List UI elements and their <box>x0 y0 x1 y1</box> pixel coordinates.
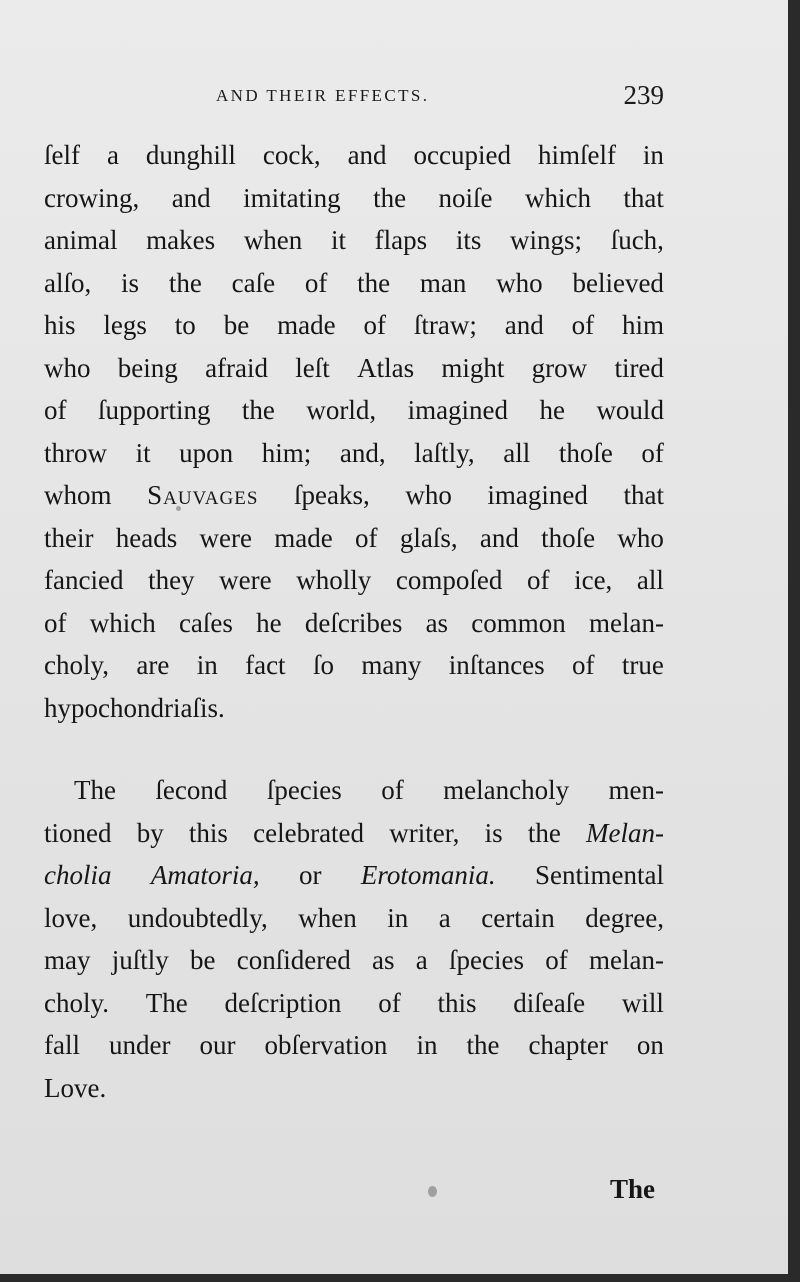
word: he <box>256 607 282 638</box>
text-line <box>44 134 664 177</box>
text-line <box>44 854 664 897</box>
word: when <box>243 225 303 255</box>
word: and <box>504 310 544 340</box>
catchword: The <box>610 1174 656 1204</box>
word: its <box>455 225 482 255</box>
word: dunghill <box>145 140 236 170</box>
word: choly, <box>44 650 109 680</box>
word: tired <box>614 352 664 383</box>
word: compoſed <box>395 565 503 595</box>
word: to <box>174 310 196 340</box>
word: melan- <box>589 945 664 975</box>
body-text <box>44 134 664 1109</box>
text-line <box>44 347 664 390</box>
text-line <box>44 939 664 982</box>
word: chapter <box>528 1030 608 1060</box>
text-line <box>44 812 664 855</box>
word: on <box>636 1030 664 1060</box>
word: a <box>106 140 119 170</box>
text-line <box>44 432 664 475</box>
word: would <box>596 395 664 425</box>
word: thoſe <box>541 522 596 553</box>
word: ſelf <box>44 140 80 170</box>
word: deſcribes <box>304 607 403 638</box>
word: caſes <box>178 607 233 638</box>
word: the <box>241 395 275 425</box>
text-line <box>44 769 664 812</box>
word: they <box>148 565 195 595</box>
word: ſecond <box>155 775 228 805</box>
word: inſtances <box>448 650 545 680</box>
word: degree, <box>585 902 664 933</box>
word: made <box>277 310 336 340</box>
text-line <box>44 177 664 220</box>
word: believed <box>572 267 664 298</box>
word: deſcription <box>224 987 342 1018</box>
word: The <box>145 987 188 1018</box>
text-line <box>44 602 664 645</box>
word: in <box>387 902 409 933</box>
word: Love. <box>44 1072 107 1103</box>
word: thoſe <box>558 437 613 468</box>
text-line <box>44 644 664 687</box>
word: being <box>117 352 178 383</box>
word: occupied <box>413 140 511 170</box>
word: in <box>196 650 218 680</box>
word: ſpecies <box>266 775 342 805</box>
word: fancied <box>44 565 124 595</box>
word: ſuch, <box>610 225 664 255</box>
word: love, <box>44 902 98 933</box>
text-line <box>44 517 664 560</box>
word: who <box>405 480 452 510</box>
word: crowing, <box>44 182 140 213</box>
word: in <box>416 1030 438 1060</box>
word: made <box>274 522 333 553</box>
word: whom <box>44 480 112 510</box>
word: imitating <box>243 182 341 213</box>
word: ſpeaks, <box>294 480 370 510</box>
word: of <box>545 945 568 975</box>
text-line <box>44 219 664 262</box>
word: true <box>621 650 664 680</box>
word: our <box>199 1030 236 1060</box>
word: cock, <box>262 140 321 170</box>
word: of <box>381 775 404 805</box>
word: and <box>171 182 211 213</box>
word: will <box>621 987 664 1018</box>
word: men- <box>608 775 664 805</box>
word: hypochondriaſis. <box>44 692 225 723</box>
word: of <box>641 437 664 468</box>
word: caſe <box>231 267 276 298</box>
word: which <box>89 607 156 638</box>
word: or <box>299 860 322 890</box>
word: of <box>355 522 378 553</box>
word: which <box>524 182 591 213</box>
word: flaps <box>374 225 428 255</box>
ink-speck <box>176 506 181 511</box>
paragraph <box>44 769 664 1109</box>
word: ſo <box>312 650 334 680</box>
word: undoubtedly, <box>127 902 268 933</box>
word: Sauvages <box>147 480 259 510</box>
word: who <box>496 267 543 298</box>
word: all <box>503 437 531 468</box>
word: obſervation <box>264 1030 388 1060</box>
word: alſo, <box>44 267 92 298</box>
word: makes <box>146 225 216 255</box>
text-line <box>44 389 664 432</box>
word: the <box>466 1030 500 1060</box>
word: imagined <box>407 395 509 425</box>
word: a <box>438 902 451 933</box>
word: melan- <box>589 607 664 638</box>
word: man <box>419 267 467 298</box>
word: might <box>441 352 505 383</box>
word: world, <box>306 395 377 425</box>
word: he <box>539 395 565 425</box>
word: fact <box>245 650 286 680</box>
word: and, <box>339 437 386 468</box>
word: ſupporting <box>97 395 211 425</box>
word: conſidered <box>236 945 351 975</box>
word: of <box>44 395 67 425</box>
word: ſtraw; <box>413 310 477 340</box>
word: this <box>188 817 228 848</box>
word: Amatoria, <box>150 860 260 890</box>
word: be <box>223 310 250 340</box>
word: may <box>44 945 91 975</box>
word: as <box>425 607 449 638</box>
word: it <box>135 437 151 468</box>
word: diſeaſe <box>513 987 586 1018</box>
paragraph <box>44 134 664 729</box>
word: Atlas <box>357 352 415 383</box>
paragraph-gap <box>44 729 664 769</box>
word: of <box>378 987 401 1018</box>
page-header <box>44 80 664 120</box>
word: the <box>168 267 202 298</box>
word: legs <box>103 310 147 340</box>
word: Erotomania. <box>360 860 496 890</box>
word: their <box>44 522 94 553</box>
word: himſelf <box>537 140 616 170</box>
word: and <box>347 140 387 170</box>
word: the <box>373 182 407 213</box>
word: of <box>572 650 595 680</box>
text-line <box>44 687 664 730</box>
word: are <box>136 650 170 680</box>
word: him <box>621 310 664 340</box>
text-line <box>44 559 664 602</box>
word: who <box>617 522 664 553</box>
word: as <box>372 945 395 975</box>
word: be <box>190 945 216 975</box>
word: in <box>642 140 664 170</box>
word: a <box>415 945 428 975</box>
word: afraid <box>205 352 269 383</box>
word: that <box>623 480 664 510</box>
word: glaſs, <box>399 522 458 553</box>
word: his <box>44 310 76 340</box>
ink-speck <box>428 1186 437 1197</box>
word: noiſe <box>438 182 493 213</box>
word: celebrated <box>253 817 365 848</box>
word: cholia <box>44 860 112 890</box>
word: certain <box>481 902 555 933</box>
page-number: 239 <box>623 80 664 110</box>
word: Melan- <box>586 817 664 848</box>
word: him; <box>261 437 312 468</box>
word: choly. <box>44 987 109 1018</box>
text-line <box>44 262 664 305</box>
word: ice, <box>574 565 613 595</box>
text-line <box>44 1067 664 1110</box>
word: the <box>357 267 391 298</box>
word: fall <box>44 1030 80 1060</box>
text-line <box>44 897 664 940</box>
word: wings; <box>510 225 583 255</box>
word: by <box>136 817 164 848</box>
word: wholly <box>296 565 372 595</box>
word: all <box>636 565 664 595</box>
word: who <box>44 352 91 383</box>
text-line <box>44 982 664 1025</box>
word: tioned <box>44 817 112 848</box>
word: of <box>304 267 328 298</box>
word: under <box>108 1030 171 1060</box>
text-line <box>44 474 664 517</box>
word: and <box>479 522 519 553</box>
word: juſtly <box>111 945 169 975</box>
word: common <box>471 607 566 638</box>
word: were <box>219 565 272 595</box>
word: melancholy <box>443 775 570 805</box>
word: the <box>527 817 561 848</box>
word: leſt <box>295 352 330 383</box>
word: upon <box>179 437 234 468</box>
text-line <box>44 1024 664 1067</box>
word: of <box>526 565 550 595</box>
word: were <box>199 522 252 553</box>
word: when <box>298 902 357 933</box>
word: of <box>44 607 67 638</box>
word: is <box>484 817 503 848</box>
word: grow <box>531 352 588 383</box>
word: Sentimental <box>535 860 664 890</box>
word: throw <box>44 437 107 468</box>
word: ſpecies <box>449 945 524 975</box>
word: it <box>330 225 346 255</box>
word: that <box>623 182 664 213</box>
word: this <box>437 987 477 1018</box>
word: animal <box>44 225 118 255</box>
word: of <box>571 310 595 340</box>
word: imagined <box>487 480 588 510</box>
running-head: AND THEIR EFFECTS. <box>216 86 430 105</box>
word: laſtly, <box>414 437 475 468</box>
word: heads <box>115 522 178 553</box>
word: many <box>361 650 422 680</box>
text-line <box>44 304 664 347</box>
word: writer, <box>389 817 460 848</box>
word: of <box>363 310 386 340</box>
word: is <box>121 267 140 298</box>
word: The <box>74 775 116 805</box>
